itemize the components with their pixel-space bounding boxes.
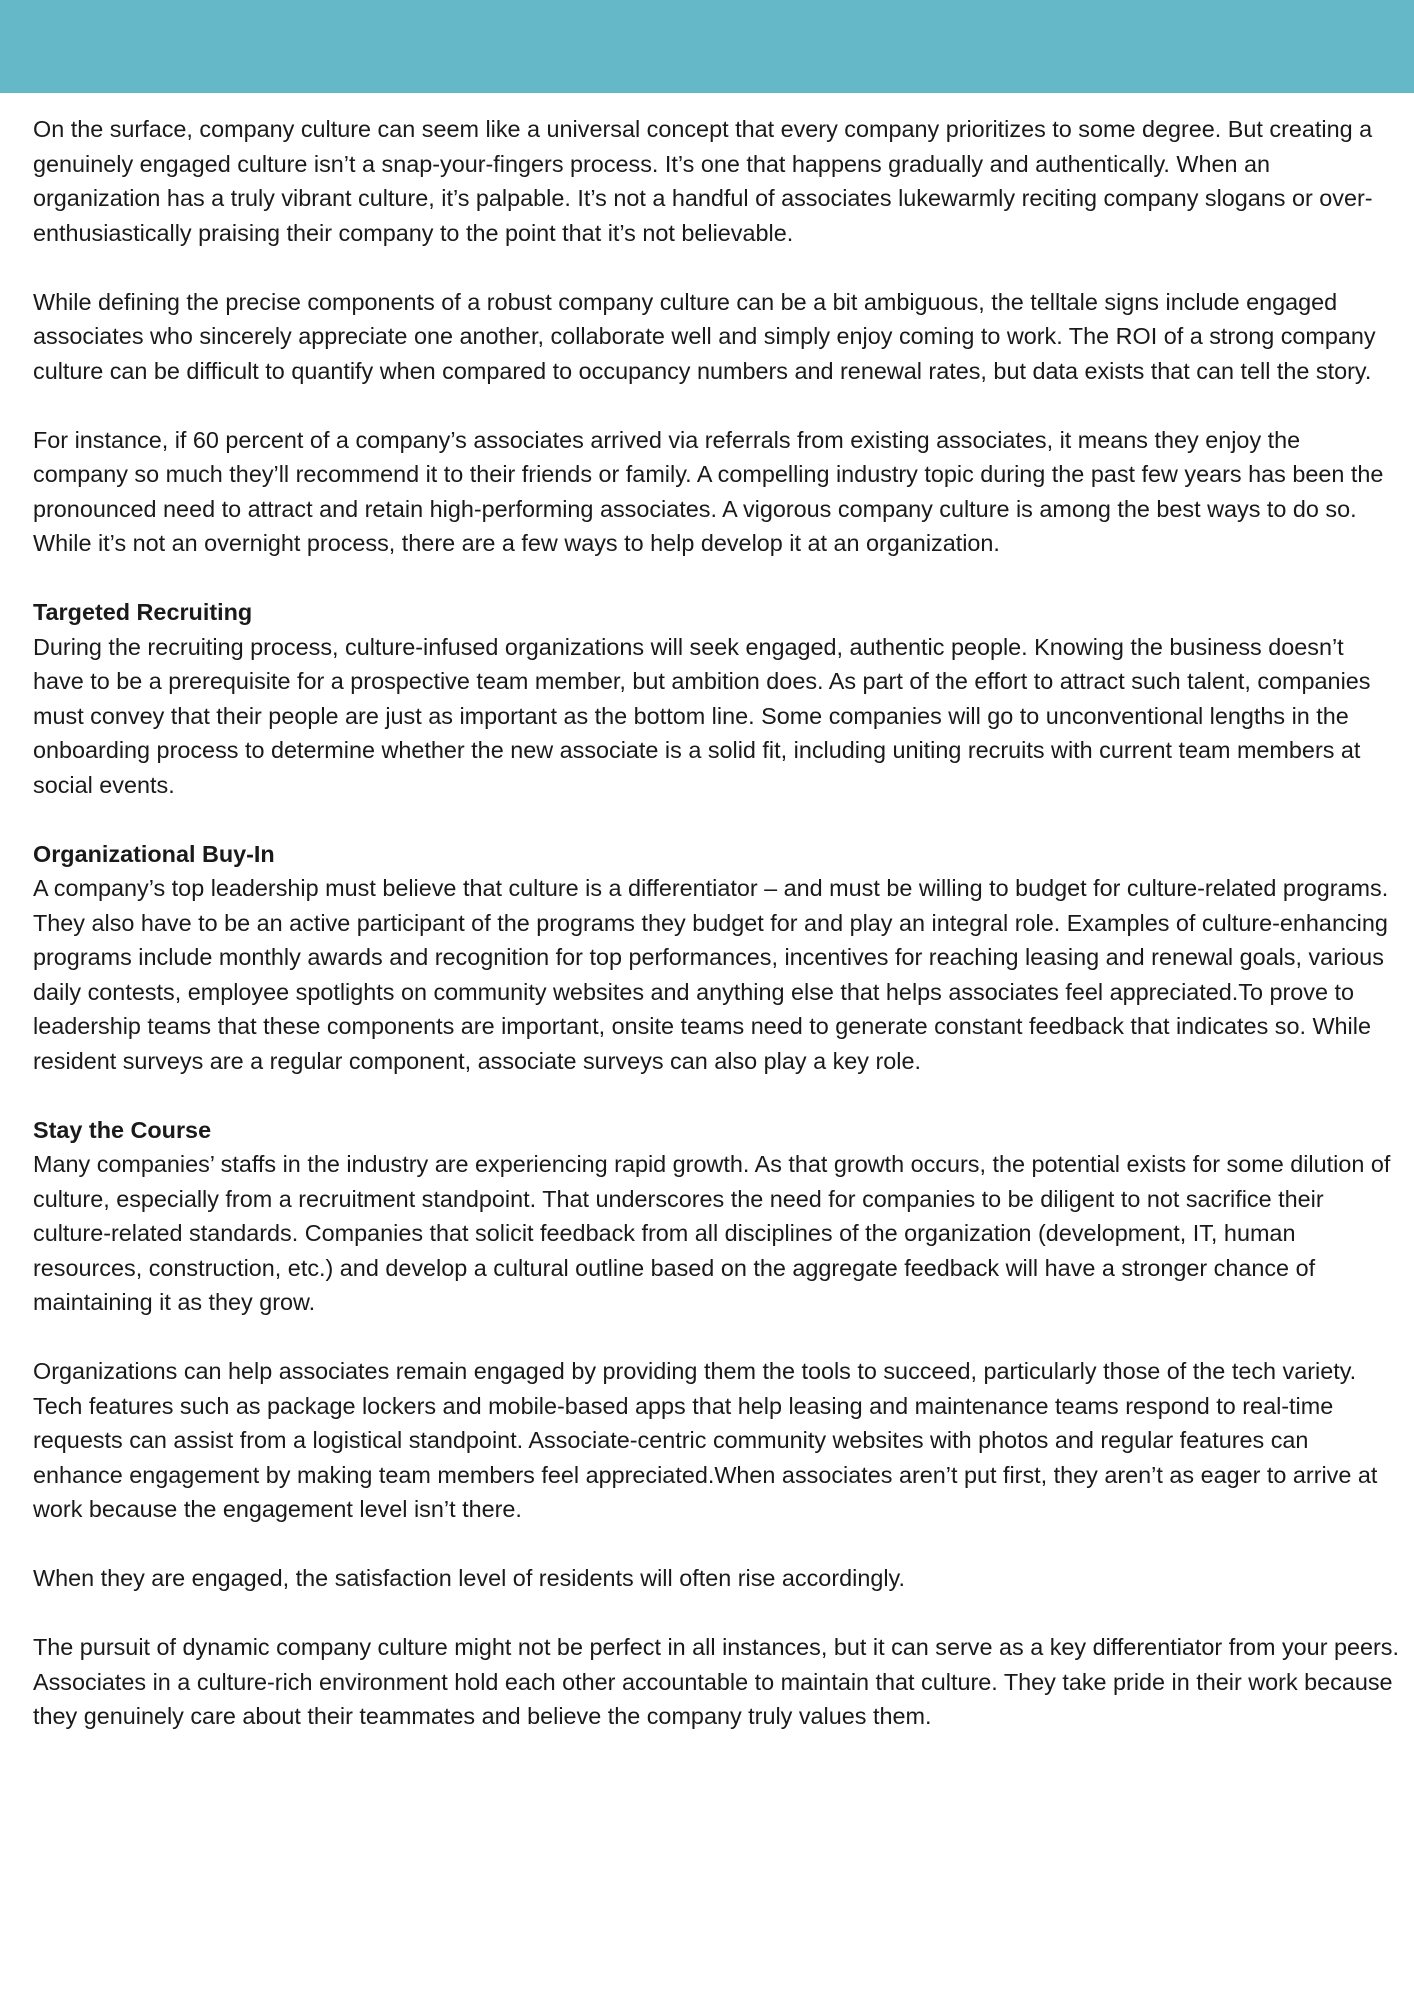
section-paragraph: During the recruiting process, culture-infused organizations will seek engaged, authentic people. Knowing the business doesn’t have to be a prerequisite for a prospective team member, but ambition does. As part of the effort to attract such talent, companies must convey that their people are just as important as the bottom line. Some companies will go to unconventional lengths in the onboarding process to determine whether the new associate is a solid fit, including uniting recruits with current team members at social events. bbox=[33, 633, 1371, 798]
intro-paragraph: On the surface, company culture can seem like a universal concept that every company prioritizes to some degree. But creating a genuinely engaged culture isn’t a snap-your-fingers process. It’s one that happens gradually and authentically. When an organization has a truly vibrant culture, it’s palpable. It’s not a handful of associates lukewarmly reciting company slogans or over-enthusiastically praising their company to the point that it’s not believable. bbox=[33, 116, 1373, 246]
section-paragraph: When they are engaged, the satisfaction level of residents will often rise accordingly. bbox=[33, 1565, 905, 1591]
intro-paragraph: For instance, if 60 percent of a company’s associates arrived via referrals from existing associates, it means they enjoy the company so much they’ll recommend it to their friends or family. A compelling industry topic during the past few years has been the pronounced need to attract and retain high-performing associates. A vigorous company culture is among the best ways to do so. While it’s not an overnight process, there are a few ways to help develop it at an organization. bbox=[33, 426, 1384, 556]
section-heading-organizational-buy-in: Organizational Buy-In bbox=[33, 840, 275, 867]
section-paragraph: Many companies’ staffs in the industry are experiencing rapid growth. As that growth occurs, the potential exists for some dilution of culture, especially from a recruitment standpoint. That underscores the need for companies to be diligent to not sacrifice their culture-related standards. Companies that solicit feedback from all disciplines of the organization (development, IT, human resources, construction, etc.) and develop a cultural outline based on the aggregate feedback will have a stronger chance of maintaining it as they grow. bbox=[33, 1151, 1391, 1315]
section-heading-stay-the-course: Stay the Course bbox=[33, 1116, 212, 1143]
intro-paragraph: While defining the precise components of a robust company culture can be a bit ambiguous, the telltale signs include engaged associates who sincerely appreciate one another, collaborate well and simply enjoy coming to work. The ROI of a strong company culture can be difficult to quantify when compared to occupancy numbers and renewal rates, but data exists that can tell the story. bbox=[33, 288, 1376, 384]
section-paragraph: A company’s top leadership must believe that culture is a differentiator – and must be willing to budget for culture-related programs. They also have to be an active participant of the programs they budget for and play an integral role. Examples of culture-enhancing programs include monthly awards and recognition for top performances, incentives for reaching leasing and renewal goals, various daily contests, employee spotlights on community websites and anything else that helps associates feel appreciated.To prove to leadership teams that these components are important, onsite teams need to generate constant feedback that indicates so. While resident surveys are a regular component, associate surveys can also play a key role. bbox=[33, 875, 1389, 1074]
article-body bbox=[33, 112, 1399, 1768]
section-paragraph: Organizations can help associates remain engaged by providing them the tools to succeed, particularly those of the tech variety. Tech features such as package lockers and mobile-based apps that help leasing and maintenance teams respond to real-time requests can assist from a logistical standpoint. Associate-centric community websites with photos and regular features can enhance engagement by making team members feel appreciated.When associates aren’t put first, they aren’t as eager to arrive at work because the engagement level isn’t there. bbox=[33, 1358, 1378, 1522]
header-band bbox=[0, 0, 1414, 93]
section-heading-targeted-recruiting: Targeted Recruiting bbox=[33, 599, 253, 625]
section-paragraph: The pursuit of dynamic company culture might not be perfect in all instances, but it can serve as a key differentiator from your peers. Associates in a culture-rich environment hold each other accountable to maintain that culture. They take pride in their work because they genuinely care about their teammates and believe the company truly values them. bbox=[33, 1634, 1399, 1729]
